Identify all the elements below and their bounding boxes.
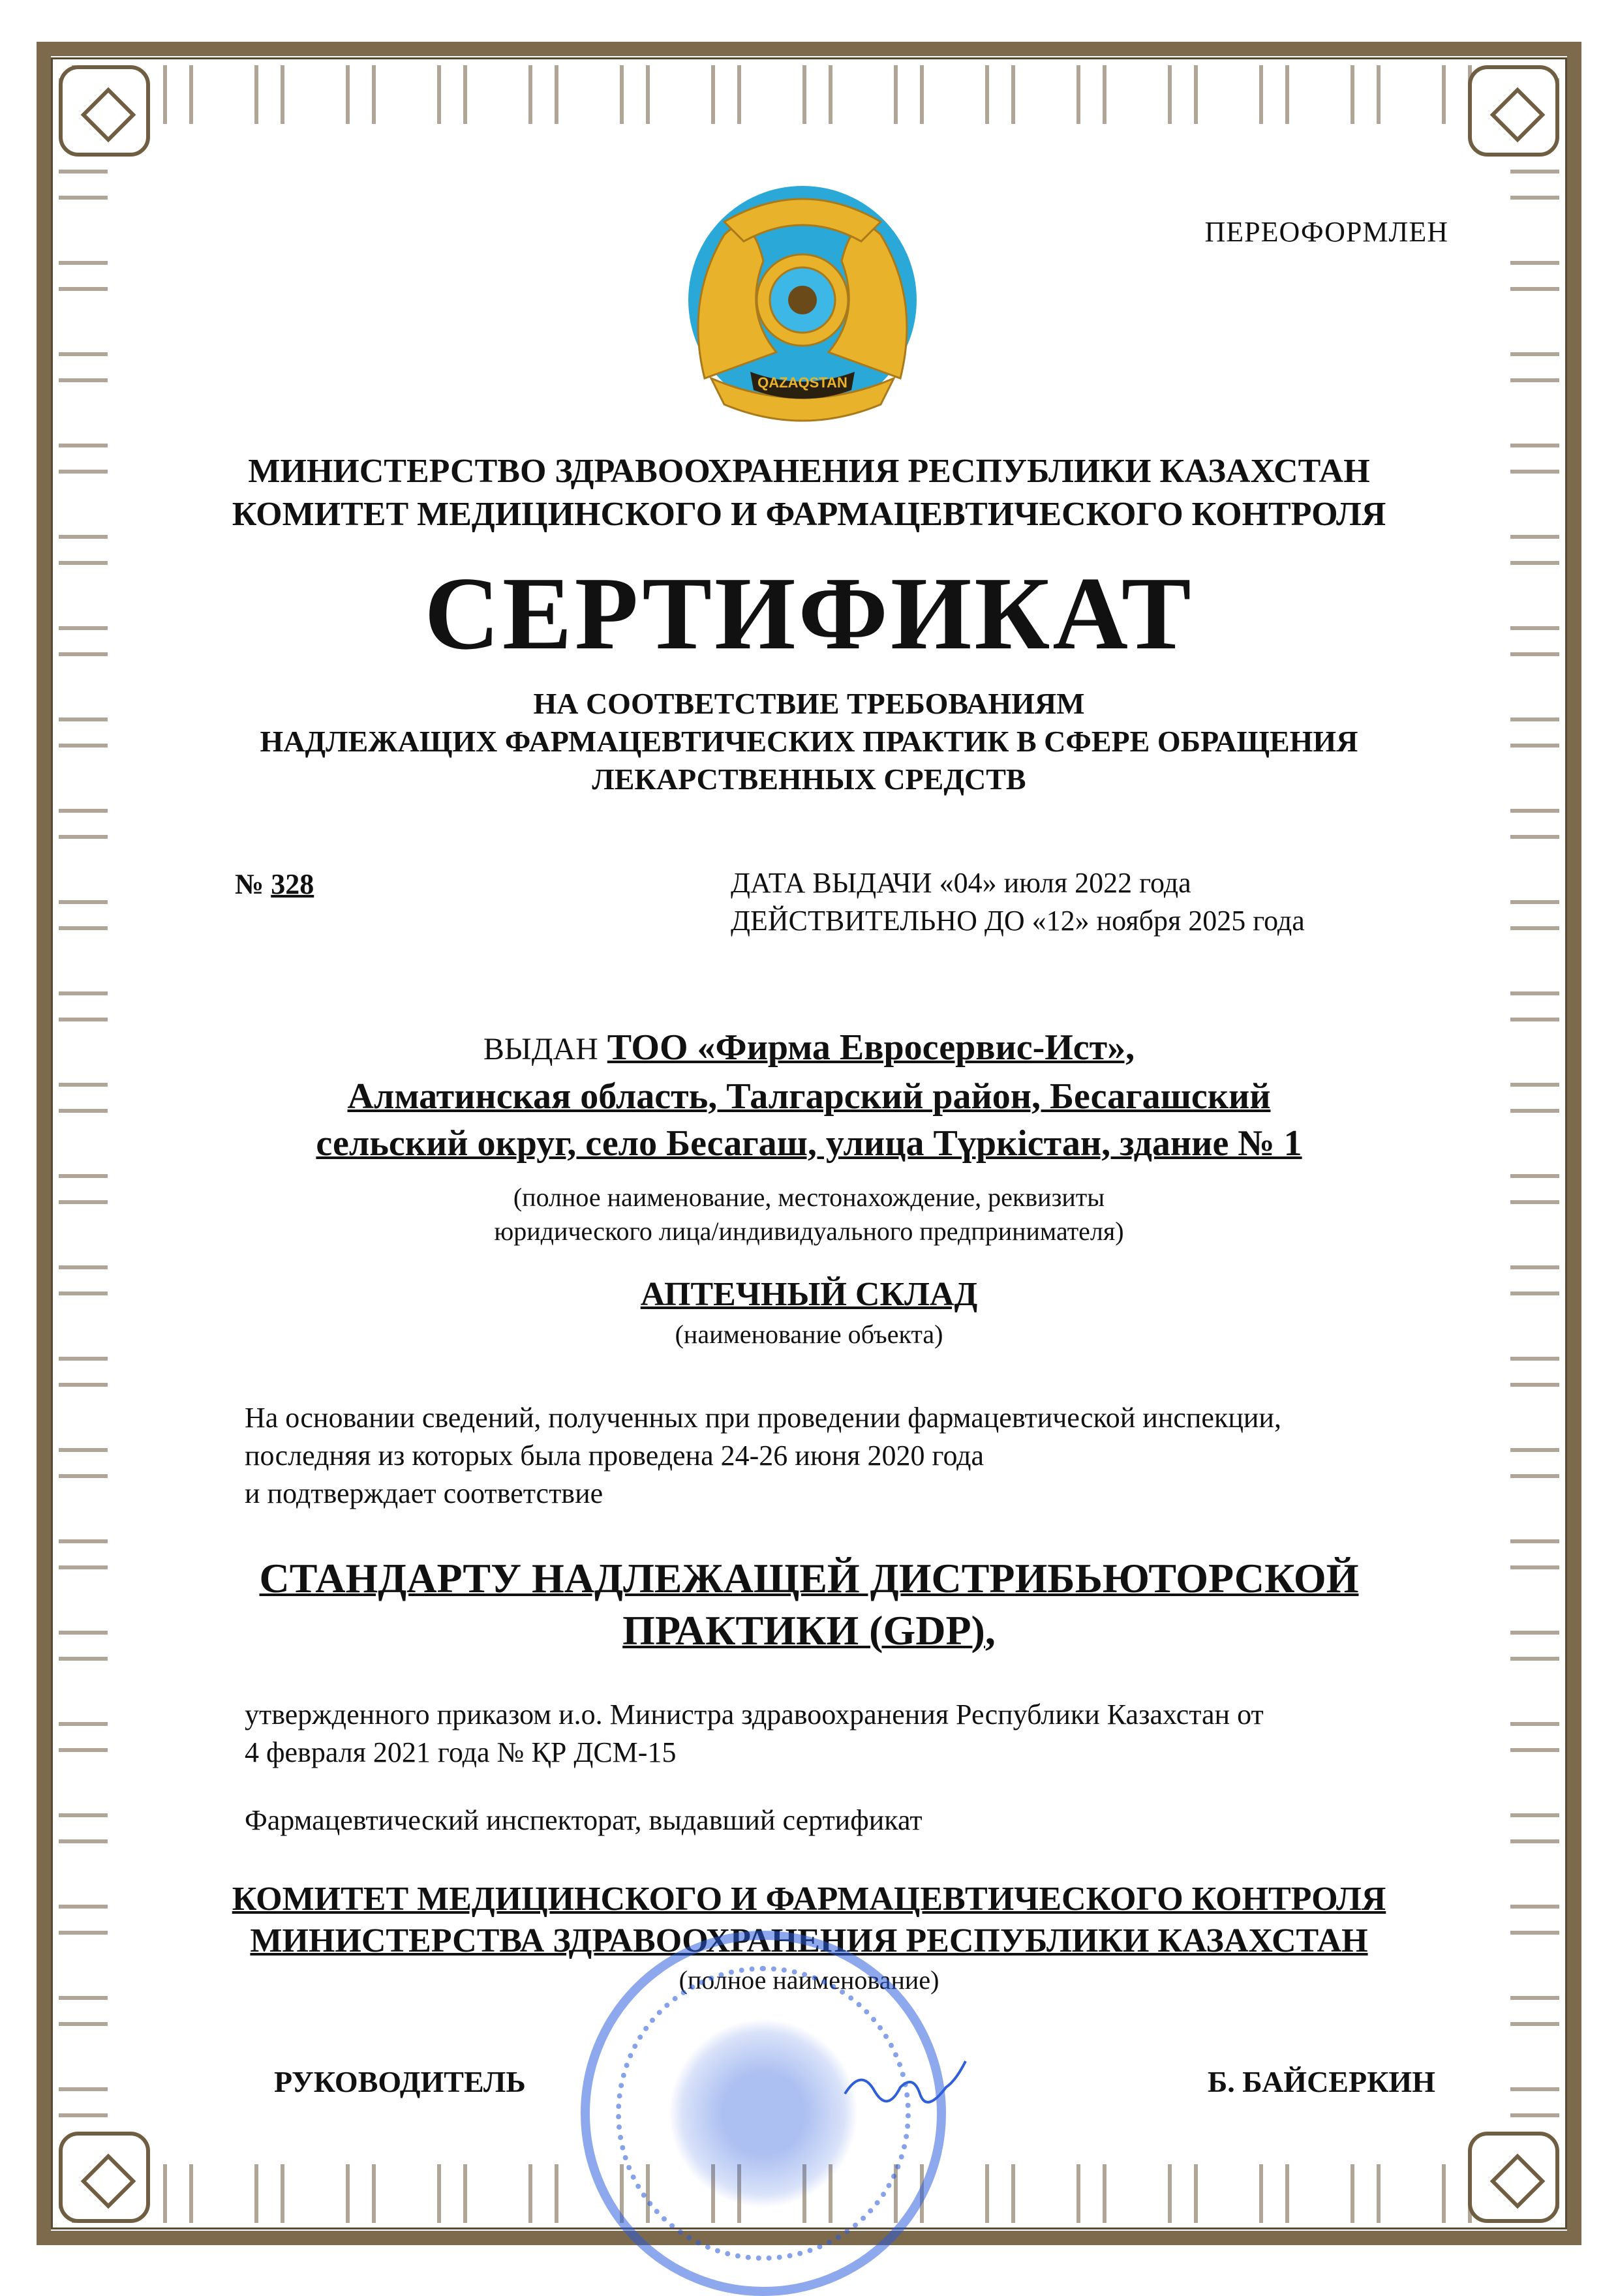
certificate-number: [235, 868, 314, 901]
inspectorate-field-hint: (полное наименование): [679, 1965, 939, 1995]
order-line: 4 февраля 2021 года № ҚР ДСМ-15: [245, 1736, 677, 1768]
order-line: утвержденного приказом и.о. Министра здравоохранения Республики Казахстан от: [245, 1699, 1264, 1730]
basis-line: На основании сведений, полученных при проведении фармацевтической инспекции,: [245, 1402, 1281, 1434]
holder-address-line: Алматинская область, Талгарский район, Бесагашский: [347, 1076, 1271, 1117]
ornament-border-left: [59, 65, 108, 2223]
corner-ornament-icon: [59, 2132, 150, 2223]
signature-icon: [842, 2055, 972, 2113]
holder-address-line: сельский округ, село Бесагаш, улица Түркістан, здание № 1: [316, 1123, 1302, 1164]
ministry-name: МИНИСТЕРСТВО ЗДРАВООХРАНЕНИЯ РЕСПУБЛИКИ КАЗАХСТАН: [248, 453, 1370, 490]
hint-line: (полное наименование, местонахождение, реквизиты: [513, 1183, 1105, 1212]
holder-field-hint: [117, 1181, 1501, 1248]
corner-ornament-icon: [1468, 2132, 1559, 2223]
kazakhstan-state-emblem-icon: [665, 183, 939, 430]
ornament-border-right: [1510, 65, 1559, 2223]
object-name: АПТЕЧНЫЙ СКЛАД: [640, 1276, 978, 1313]
valid-until-date: ДЕЙСТВИТЕЛЬНО ДО «12» ноября 2025 года: [731, 905, 1305, 937]
certificate-holder: [117, 1024, 1501, 1167]
committee-name: КОМИТЕТ МЕДИЦИНСКОГО И ФАРМАЦЕВТИЧЕСКОГО КОНТРОЛЯ: [232, 496, 1386, 533]
subtitle-line: НА СООТВЕТСТВИЕ ТРЕБОВАНИЯМ: [533, 687, 1085, 720]
object-field-hint: (наименование объекта): [675, 1320, 943, 1349]
hint-line: юридического лица/индивидуального предпринимателя): [494, 1216, 1124, 1246]
issued-label: ВЫДАН: [483, 1032, 598, 1066]
document-title: СЕРТИФИКАТ: [424, 555, 1194, 671]
inspectorate-line: МИНИСТЕРСТВА ЗДРАВООХРАНЕНИЯ РЕСПУБЛИКИ КАЗАХСТАН: [250, 1922, 1368, 1959]
subtitle-line: ЛЕКАРСТВЕННЫХ СРЕДСТВ: [592, 763, 1026, 796]
signatory-name: Б. БАЙСЕРКИН: [1207, 2065, 1435, 2098]
number-label: №: [235, 868, 264, 900]
basis-line: и подтверждает соответствие: [245, 1477, 603, 1509]
svg-text:QAZAQSTAN: QAZAQSTAN: [757, 374, 847, 391]
basis-line: последняя из которых была проведена 24-26 июня 2020 года: [245, 1440, 985, 1472]
subtitle-line: НАДЛЕЖАЩИХ ФАРМАЦЕВТИЧЕСКИХ ПРАКТИК В СФЕРЕ ОБРАЩЕНИЯ: [260, 725, 1358, 758]
standard-line: СТАНДАРТУ НАДЛЕЖАЩЕЙ ДИСТРИБЬЮТОРСКОЙ: [259, 1555, 1359, 1601]
approval-order-text: [245, 1696, 1484, 1772]
official-seal-stamp-icon: [581, 1931, 946, 2296]
corner-ornament-icon: [59, 65, 150, 157]
document-subtitle: [117, 685, 1501, 798]
inspectorate-label: Фармацевтический инспекторат, выдавший сертификат: [245, 1804, 923, 1836]
inspection-basis-text: [245, 1399, 1484, 1513]
standard-line: ПРАКТИКИ (GDP),: [622, 1607, 996, 1654]
certificate-dates: [731, 864, 1305, 940]
signatory-role: РУКОВОДИТЕЛЬ: [274, 2065, 526, 2098]
number-value: 328: [271, 868, 314, 900]
inspectorate-line: КОМИТЕТ МЕДИЦИНСКОГО И ФАРМАЦЕВТИЧЕСКОГО КОНТРОЛЯ: [232, 1881, 1386, 1918]
issue-date: ДАТА ВЫДАЧИ «04» июля 2022 года: [731, 867, 1191, 899]
issuing-authority-header: [117, 450, 1501, 536]
compliance-standard: [117, 1552, 1501, 1657]
reissued-status-mark: ПЕРЕОФОРМЛЕН: [1204, 216, 1448, 248]
holder-name: ТОО «Фирма Евросервис-Ист»,: [607, 1027, 1135, 1068]
corner-ornament-icon: [1468, 65, 1559, 157]
ornament-border-top: [59, 65, 1559, 124]
